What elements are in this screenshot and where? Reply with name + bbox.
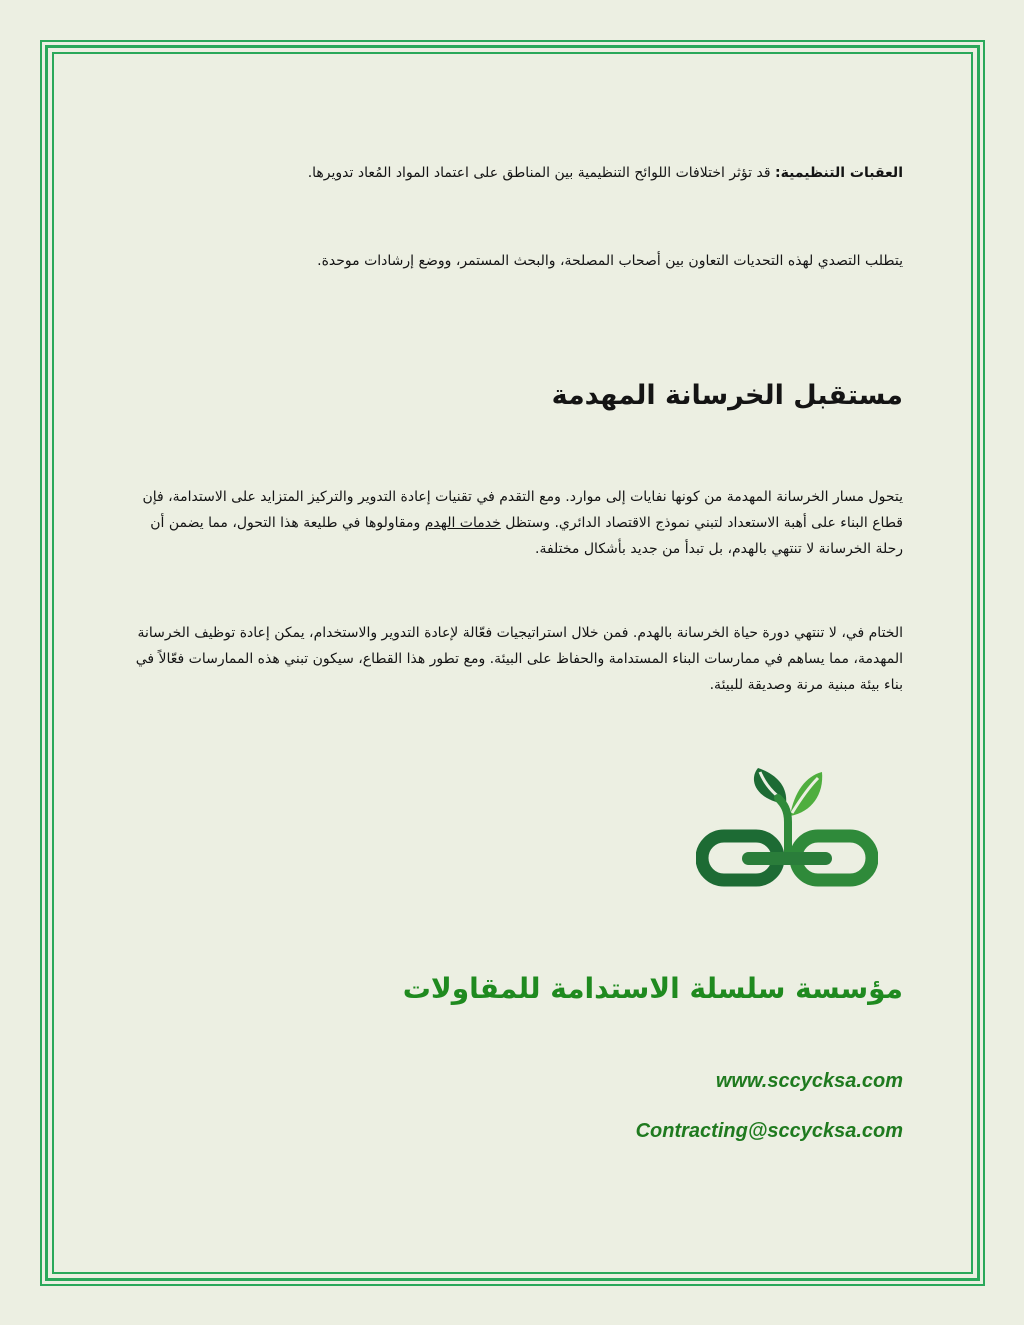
future-paragraph-1-start: يتحول مسار الخرسانة المهدمة من كونها نفايات إلى موارد. ومع التقدم في تقنيات إعادة التدوير والتركيز المتزايد على الاستدامة، فإن قطاع البناء على أهبة الاستعداد لتبني نموذج الاقتصاد الدائري. وستظل <box>142 489 903 531</box>
future-paragraph-1-end: ومقاولوها في طليعة هذا التحول، مما يضمن أن رحلة الخرسانة لا تنتهي بالهدم، بل تبدأ من جديد بأشكال مختلفة. <box>150 515 903 557</box>
website-link[interactable]: www.sccycksa.com <box>715 1070 903 1092</box>
demolition-services-link[interactable]: خدمات الهدم <box>424 515 501 531</box>
challenge-paragraph: يتطلب التصدي لهذه التحديات التعاون بين أصحاب المصلحة، والبحث المستمر، ووضع إرشادات موحدة. <box>317 253 903 269</box>
chain-sprout-logo-icon <box>696 764 878 890</box>
penalties-text: قد تؤثر اختلافات اللوائح التنظيمية بين المناطق على اعتماد المواد المُعاد تدويرها. <box>307 165 776 181</box>
future-heading: مستقبل الخرسانة المهدمة <box>551 380 903 411</box>
chain-connector <box>742 852 832 865</box>
email-link[interactable]: Contracting@sccycksa.com <box>635 1120 903 1142</box>
future-paragraph-1 <box>120 484 903 562</box>
penalties-paragraph <box>120 160 903 186</box>
penalties-label: العقبات التنظيمية: <box>775 165 903 181</box>
company-name: مؤسسة سلسلة الاستدامة للمقاولات <box>402 972 903 1005</box>
future-paragraph-2: الختام في، لا تنتهي دورة حياة الخرسانة بالهدم. فمن خلال استراتيجيات فعّالة لإعادة التدوير والاستخدام، يمكن إعادة توظيف الخرسانة المهدمة، مما يساهم في ممارسات البناء المستدامة والحفاظ على البيئة. ومع تطور هذا القطاع، سيكون تبني هذه الممارسات فعّالاً في بناء بيئة مبنية مرنة وصديقة للبيئة. <box>135 625 903 693</box>
